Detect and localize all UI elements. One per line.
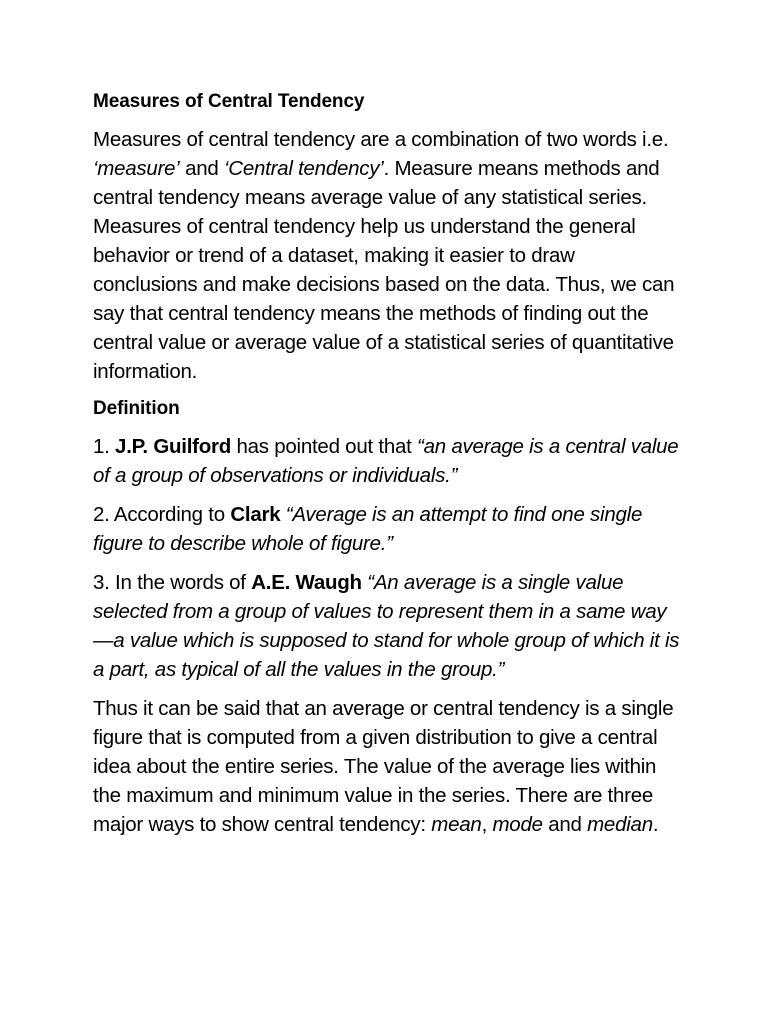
conclusion-and: and — [542, 813, 588, 836]
definition-quote: “Average is an attempt to find one single figure to describe whole of figure.” — [93, 503, 643, 555]
conclusion-text: Thus it can be said that an average or central tendency is a single figure that is computed from a given distribution to give a central idea about the entire series. The value of the average lies within the maximum and minimum value in the series. There are three major ways to show central tendency: — [93, 697, 674, 836]
conclusion-end: . — [652, 813, 659, 836]
document-title: Measures of Central Tendency — [93, 91, 365, 112]
intro-text-1: Measures of central tendency are a combination of two words i.e. — [93, 128, 669, 151]
definition-item — [93, 568, 683, 684]
intro-term-measure: ‘measure’ — [93, 157, 180, 180]
term-mean: mean — [431, 813, 482, 836]
definition-quote: “an average is a central value of a group of observations or individuals.” — [93, 435, 679, 487]
term-median: median — [587, 813, 653, 836]
intro-paragraph — [93, 125, 683, 386]
term-mode: mode — [492, 813, 543, 836]
definition-item — [93, 500, 683, 558]
definition-prefix: 3. In the words of — [93, 571, 252, 594]
intro-text-2: and — [179, 157, 224, 180]
definition-item — [93, 432, 683, 490]
document-page — [93, 89, 683, 849]
intro-term-central-tendency: ‘Central tendency’ — [223, 157, 384, 180]
definition-author: A.E. Waugh — [251, 571, 362, 594]
conclusion-paragraph — [93, 694, 683, 839]
conclusion-separator: , — [481, 813, 493, 836]
definition-quote: “An average is a single value selected from a group of values to represent them in a same way—a value which is supposed to stand for whole group of which it is a part, as typical of all the values in the group.” — [93, 571, 680, 681]
definition-author: J.P. Guilford — [115, 435, 232, 458]
definition-author: Clark — [230, 503, 281, 526]
intro-text-3: . Measure means methods and central tendency means average value of any statistical series. Measures of central tendency help us understand the general behavior or trend of a dataset, making it easier to draw conclusions and make decisions based on the data. Thus, we can say that central tendency means the methods of finding out the central value or average value of a statistical series of quantitative information. — [93, 157, 675, 383]
definition-heading: Definition — [93, 398, 180, 419]
definition-prefix: 1. — [93, 435, 116, 458]
definition-prefix: 2. According to — [93, 503, 231, 526]
definition-middle: has pointed out that — [231, 435, 418, 458]
